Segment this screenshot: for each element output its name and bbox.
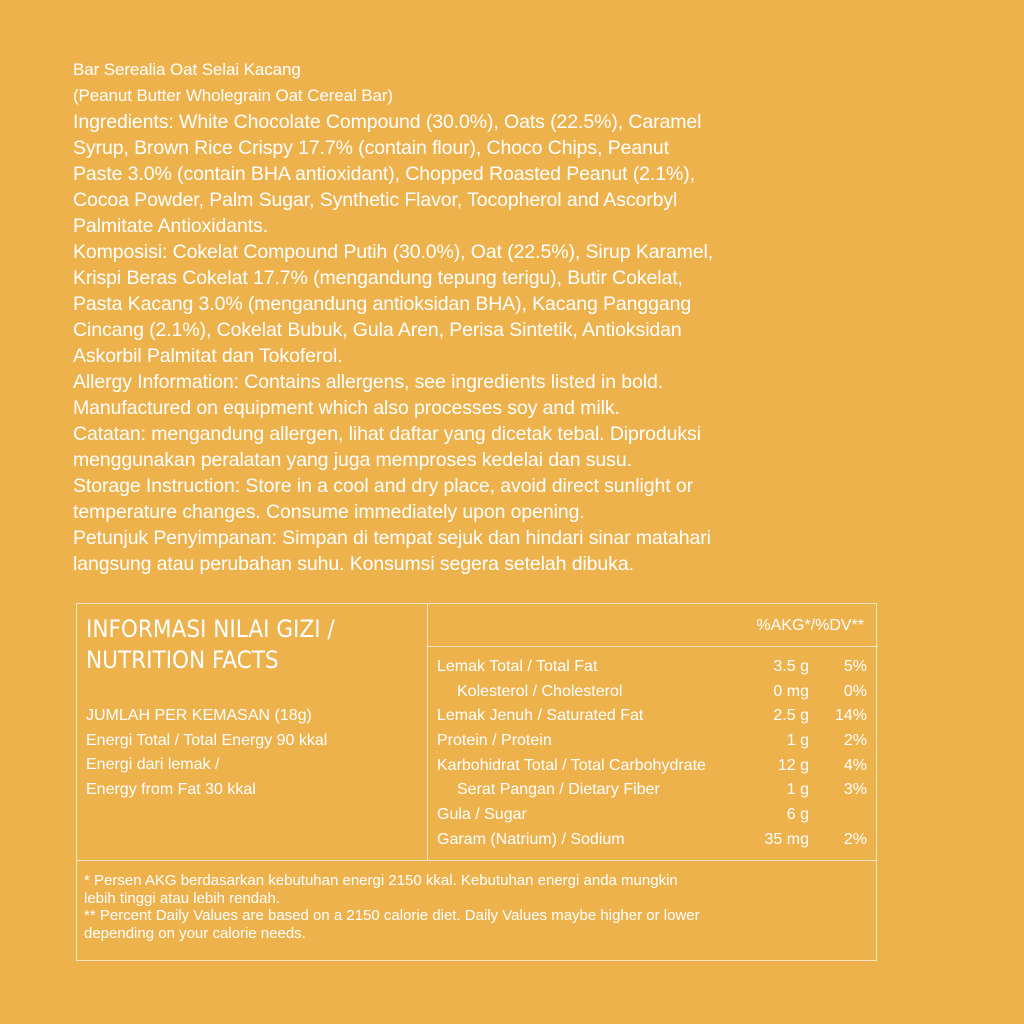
nutrient-amount: 1 g [786,732,809,750]
allergy-line: Manufactured on equipment which also processes soy and milk. [73,397,620,419]
nutrition-title [86,614,335,676]
nutrient-percent: 4% [843,756,867,774]
footnote-akg: * Persen AKG berdasarkan kebutuhan energi 2150 kkal. Kebutuhan energi anda mungkin [84,872,678,889]
komposisi-line: Askorbil Palmitat dan Tokoferol. [73,345,343,367]
nutrient-amount: 35 mg [764,830,809,848]
nutrient-amount: 1 g [786,781,809,799]
nutrient-label: Lemak Jenuh / Saturated Fat [437,707,644,725]
energy-from-fat-value: Energy from Fat 30 kkal [86,780,256,798]
footnote-dv-cont: depending on your calorie needs. [84,924,306,942]
nutrient-label: Protein / Protein [437,732,552,750]
nutrient-label: Karbohidrat Total / Total Carbohydrate [437,756,706,774]
nutrient-row-total-carbohydrate [437,754,867,779]
ingredients-line: Ingredients: White Chocolate Compound (30.0%), Oats (22.5%), Caramel [73,111,702,133]
komposisi-line: Krispi Beras Cokelat 17.7% (mengandung tepung terigu), Butir Cokelat, [73,267,683,289]
footnote-dv: ** Percent Daily Values are based on a 2150 calorie diet. Daily Values maybe higher or lower [84,907,700,924]
nutrient-percent: 2% [843,830,867,848]
product-name-id: Bar Serealia Oat Selai Kacang [73,60,301,79]
panel-divider-horizontal [77,860,876,861]
product-name-en: (Peanut Butter Wholegrain Oat Cereal Bar) [73,86,393,105]
nutrient-amount: 2.5 g [773,707,809,725]
nutrient-amount: 6 g [786,806,809,824]
nutrient-row-cholesterol [437,680,867,705]
ingredients-line: Cocoa Powder, Palm Sugar, Synthetic Flavor, Tocopherol and Ascorbyl [73,189,678,211]
nutrient-row-protein [437,729,867,754]
ingredients-line: Palmitate Antioxidants. [73,215,268,237]
nutrient-row-total-fat [437,655,867,680]
nutrient-amount: 0 mg [773,682,809,700]
serving-size: JUMLAH PER KEMASAN (18g) [86,707,312,724]
nutrient-row-dietary-fiber [437,778,867,803]
catatan-line: menggunakan peralatan yang juga memproses kedelai dan susu. [73,449,632,471]
serving-info [86,704,327,802]
nutrient-label: Garam (Natrium) / Sodium [437,830,625,848]
akg-header: %AKG*/%DV** [756,617,864,634]
nutrient-table [437,655,867,853]
footnote-akg-cont: lebih tinggi atau lebih rendah. [84,889,280,907]
nutrient-amount: 3.5 g [773,658,809,675]
nutrition-title-en: NUTRITION FACTS [86,646,279,674]
catatan-line: Catatan: mengandung allergen, lihat daftar yang dicetak tebal. Diproduksi [73,423,701,445]
nutrition-panel [76,603,877,961]
nutrient-percent: 3% [843,781,867,799]
nutrient-label: Gula / Sugar [437,806,527,824]
penyimpanan-line: Petunjuk Penyimpanan: Simpan di tempat sejuk dan hindari sinar matahari [73,527,711,549]
nutrient-row-sugar [437,803,867,828]
ingredients-line: Paste 3.0% (contain BHA antioxidant), Chopped Roasted Peanut (2.1%), [73,163,695,185]
nutrient-label: Lemak Total / Total Fat [437,658,598,675]
penyimpanan-line: langsung atau perubahan suhu. Konsumsi segera setelah dibuka. [73,553,634,575]
storage-line: temperature changes. Consume immediately upon opening. [73,501,585,523]
ingredients-line: Syrup, Brown Rice Crispy 17.7% (contain flour), Choco Chips, Peanut [73,137,669,159]
akg-header-divider [427,646,878,647]
energy-from-fat-label: Energi dari lemak / [86,756,220,773]
total-energy: Energi Total / Total Energy 90 kkal [86,731,328,749]
komposisi-line: Komposisi: Cokelat Compound Putih (30.0%), Oat (22.5%), Sirup Karamel, [73,241,714,263]
nutrient-percent: 5% [843,658,867,675]
footnote [84,872,869,942]
nutrient-amount: 12 g [777,756,809,774]
nutrient-label: Serat Pangan / Dietary Fiber [457,781,660,799]
storage-line: Storage Instruction: Store in a cool and dry place, avoid direct sunlight or [73,475,693,497]
panel-divider-vertical [427,604,428,860]
nutrient-label: Kolesterol / Cholesterol [457,682,623,700]
allergy-line: Allergy Information: Contains allergens, see ingredients listed in bold. [73,371,664,393]
komposisi-line: Pasta Kacang 3.0% (mengandung antioksidan BHA), Kacang Panggang [73,293,692,315]
nutrition-title-id: INFORMASI NILAI GIZI / [86,615,335,643]
nutrient-percent: 0% [843,682,867,700]
komposisi-line: Cincang (2.1%), Cokelat Bubuk, Gula Aren, Perisa Sintetik, Antioksidan [73,319,682,341]
nutrient-percent: 14% [834,707,867,725]
ingredients-block [73,57,973,577]
nutrient-row-sodium [437,828,867,853]
nutrient-row-saturated-fat [437,704,867,729]
nutrient-percent: 2% [843,732,867,750]
